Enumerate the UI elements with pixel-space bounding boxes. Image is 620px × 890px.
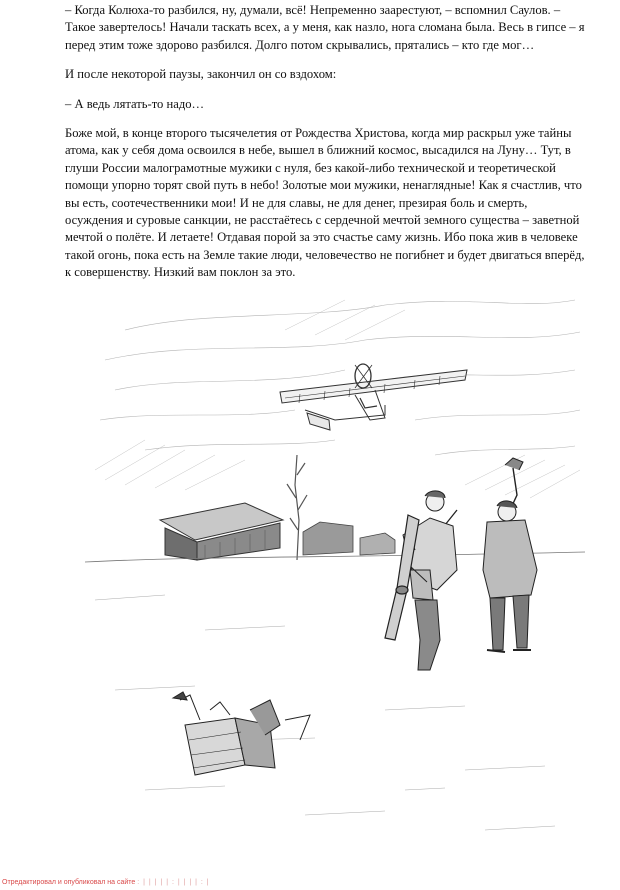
airplane bbox=[280, 364, 467, 430]
footer-credit-text: Отредактировал и опубликовал на сайте bbox=[2, 879, 136, 886]
sketch-illustration bbox=[85, 270, 585, 850]
document-text bbox=[65, 2, 585, 294]
footer-credit bbox=[2, 879, 210, 886]
paragraph-1: – Когда Колюха-то разбился, ну, думали, всё! Непременно заарестуют, – вспомнил Саулов. – Такое завертелось! Начали таскать всех, а у меня, как назло, нога сломана была. Весь в гипсе – я перед этим тоже здорово разбился. Долго потом скрывались, прятались – кто где мог… bbox=[65, 3, 585, 52]
paragraph-2: И после некоторой паузы, закончил он со вздохом: bbox=[65, 67, 337, 82]
sky-hatching bbox=[95, 300, 580, 498]
crate-with-parts bbox=[173, 692, 310, 775]
paragraph-4: Боже мой, в конце второго тысячелетия от Рождества Христова, когда мир раскрыл уже тайны атома, как у себя дома освоился в небе, вышел в ближний космос, высадился на Луну… Тут, в глуши России малограмотные мужики с нуля, без какой-либо технической и теоретической помощи упорно торят свой путь в небо! Золотые мои мужики, ненаглядные! Как я счастлив, что вы есть, соотечественники мои! И не для славы, не для денег, презирая боль и смерть, осуждения и суровые санкции, не расстаётесь с сердечной мечтой земного существа – заветной мечтой о полёте. И летаете! Отдавая порой за это счастье саму жизнь. Ибо пока жив в человеке такой огонь, пока есть на Земле такие люди, человечество не погибнет и будет двигаться вперёд, к совершенству. Низкий вам поклон за это. bbox=[65, 126, 585, 280]
footer-ticks: : | | | | | : | | | | : | bbox=[137, 879, 210, 886]
paragraph-3: – А ведь лятать-то надо… bbox=[65, 96, 205, 111]
sky-clouds bbox=[100, 300, 580, 455]
snow-ground bbox=[95, 595, 555, 830]
barn bbox=[160, 503, 283, 560]
